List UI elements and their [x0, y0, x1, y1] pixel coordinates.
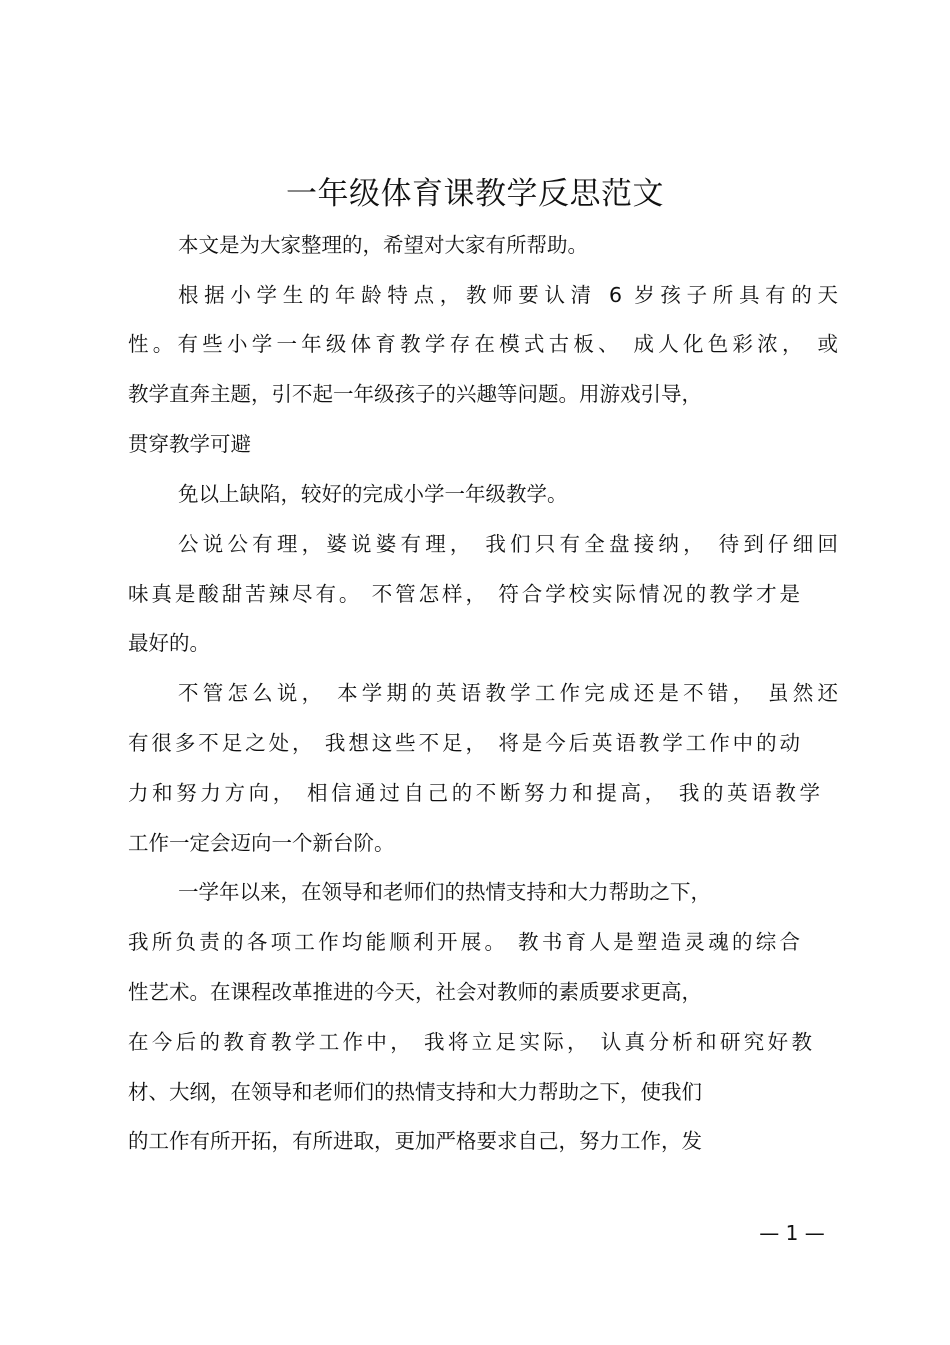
paragraph-line: 味真是酸甜苦辣尽有。 不管怎样， 符合学校实际情况的教学才是 — [128, 582, 800, 606]
page-number: — 1 — — [759, 1221, 825, 1245]
paragraph-line: 根据小学生的年龄特点，教师要认清 6 岁孩子所具有的天 — [178, 283, 838, 307]
paragraph-line: 在今后的教育教学工作中， 我将立足实际， 认真分析和研究好教 — [128, 1030, 812, 1054]
paragraph-line: 材、大纲，在领导和老师们的热情支持和大力帮助之下，使我们 — [128, 1080, 702, 1104]
paragraph-line: 力和努力方向， 相信通过自己的不断努力和提高， 我的英语教学 — [128, 781, 820, 805]
paragraph-line: 公说公有理，婆说婆有理， 我们只有全盘接纳， 待到仔细回 — [178, 532, 838, 556]
paragraph-line: 有很多不足之处， 我想这些不足， 将是今后英语教学工作中的动 — [128, 731, 800, 755]
paragraph-line: 不管怎么说， 本学期的英语教学工作完成还是不错， 虽然还 — [178, 681, 838, 705]
paragraph-line: 性艺术。在课程改革推进的今天，社会对教师的素质要求更高， — [128, 980, 702, 1004]
paragraph-line: 最好的。 — [128, 631, 210, 655]
paragraph-line: 工作一定会迈向一个新台阶。 — [128, 831, 395, 855]
paragraph-line: 我所负责的各项工作均能顺利开展。 教书育人是塑造灵魂的综合 — [128, 930, 800, 954]
paragraph-line: 免以上缺陷，较好的完成小学一年级教学。 — [178, 482, 568, 506]
paragraph-line: 的工作有所开拓，有所进取，更加严格要求自己，努力工作，发 — [128, 1129, 702, 1153]
paragraph-line: 贯穿教学可避 — [128, 432, 251, 456]
document-title: 一年级体育课教学反思范文 — [286, 176, 664, 212]
paragraph-line: 性。有些小学一年级体育教学存在模式古板、 成人化色彩浓， 或 — [128, 332, 838, 356]
paragraph-line: 一学年以来，在领导和老师们的热情支持和大力帮助之下， — [178, 880, 711, 904]
paragraph-line: 本文是为大家整理的，希望对大家有所帮助。 — [178, 233, 588, 257]
paragraph-line: 教学直奔主题，引不起一年级孩子的兴趣等问题。用游戏引导， — [128, 382, 702, 406]
